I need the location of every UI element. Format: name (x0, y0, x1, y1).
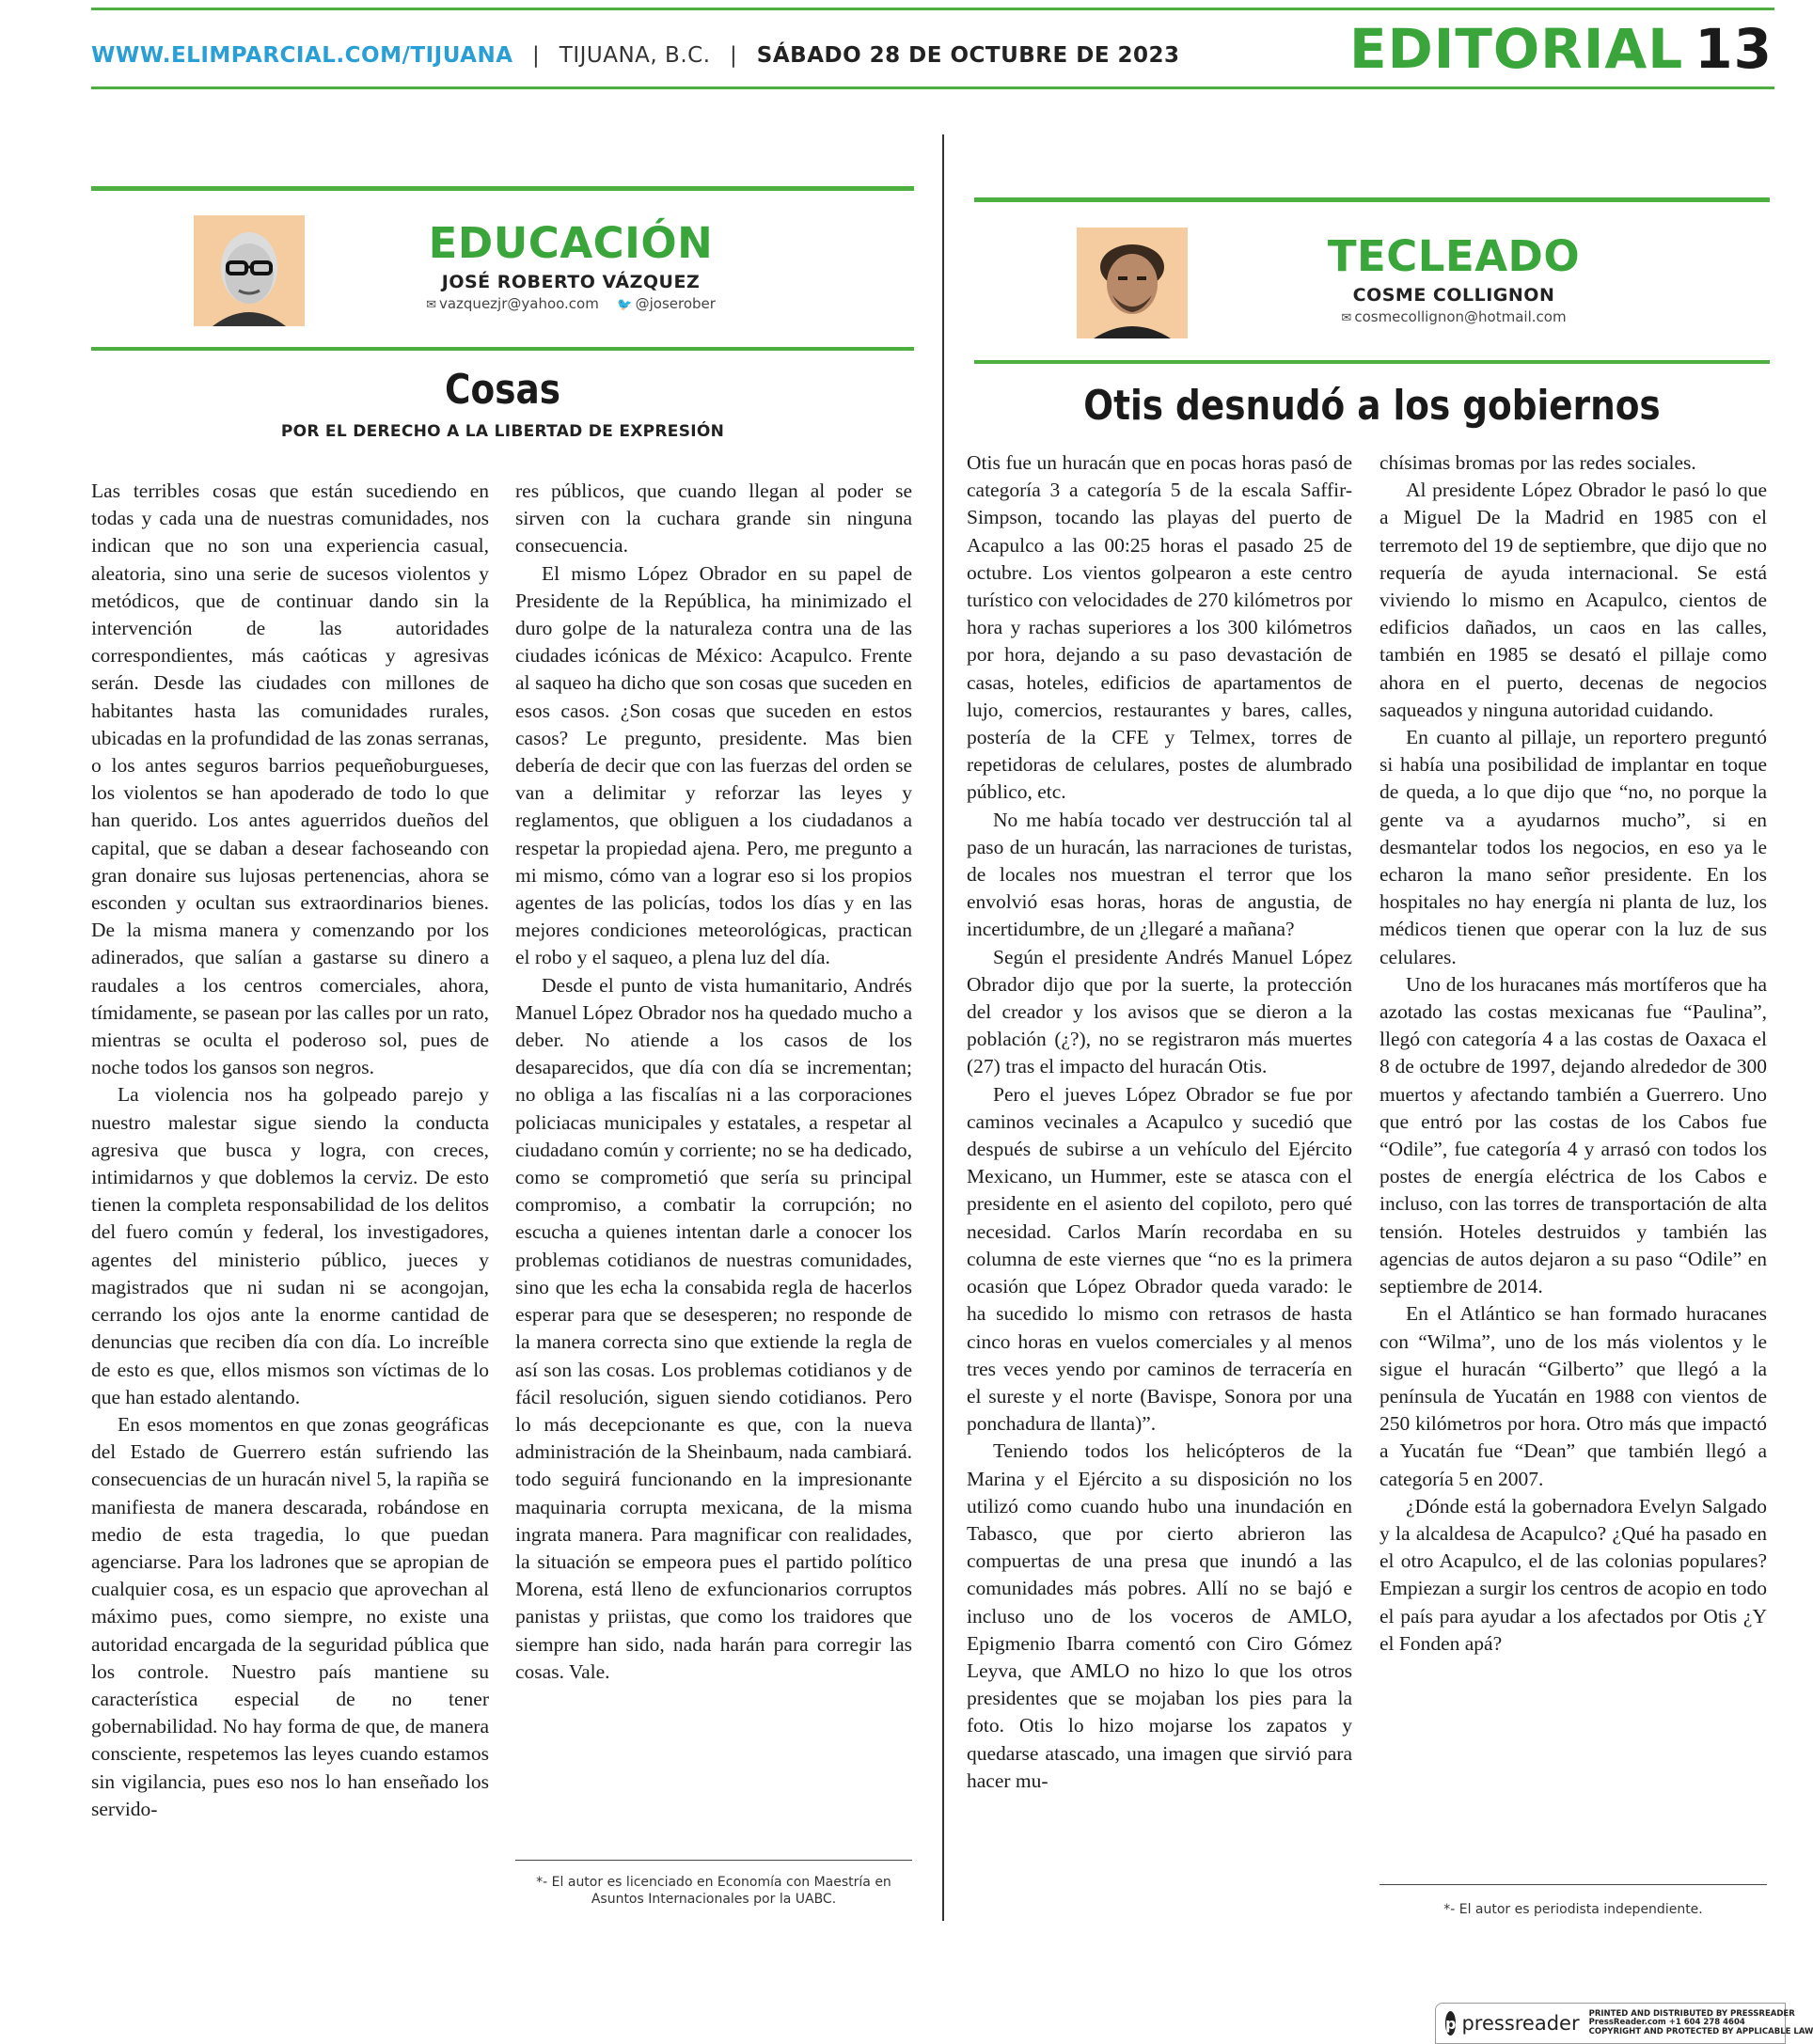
right-body-col-1 (967, 449, 1352, 1795)
paragraph: No me había tocado ver destrucción tal al paso de un huracán, las narraciones de turistas, de locales nos muestran el terror que los envolvió esas horas, horas de angustia, de incertidumbre, de un ¿llegaré a mañana? (967, 808, 1352, 941)
paragraph: chísimas bromas por las redes sociales. (1379, 451, 1696, 474)
paragraph: Uno de los huracanes más mortíferos que ha azotado las costas mexicanas fue “Paulina”, llegó con categoría 4 a las costas de Oaxaca el 8 de octubre de 1997, dejando alrededor de 300 muertos y afectando también a Guerrero. Uno que entró por las costas de los Cabos fue “Odile”, fue categoría 4 y arrasó con todos los postes de energía eléctrica de los Cabos e incluso, con las torres de transportación de alta tensión. Hoteles destruidos y también las agencias de autos dejaron a su paso “Odile” en septiembre de 2014. (1379, 972, 1767, 1298)
author-email[interactable]: vazquezjr@yahoo.com (438, 295, 599, 312)
author-email[interactable]: cosmecollignon@hotmail.com (1354, 308, 1567, 325)
section-name: EDITORIAL (1348, 17, 1684, 81)
right-footnote-rule (1379, 1884, 1767, 1885)
right-column-header (974, 197, 1770, 432)
section-title (1349, 17, 1773, 81)
twitter-bird-icon: 🐦 (617, 298, 633, 312)
pressreader-logo-icon: p (1445, 2011, 1456, 2036)
article-kicker: POR EL DERECHO A LA LIBERTAD DE EXPRESIÓN (280, 422, 725, 441)
envelope-icon: ✉ (1341, 311, 1352, 325)
left-body-col-1 (91, 478, 489, 1823)
paragraph: res públicos, que cuando llegan al poder se sirven con la cuchara grande sin ninguna consecuencia. (515, 480, 912, 558)
paragraph: En esos momentos en que zonas geográficas del Estado de Guerrero están sufriendo las consecuencias de un huracán nivel 5, la rapiña se manifiesta de manera descarada, robándose en medio de esta tragedia, lo que puedan agenciarse. Para los ladrones que se apropian de cualquier cosa, es un espacio que aprovechan al máximo pues, como siempre, no existe una autoridad encargada de la seguridad pública que los controle. Nuestro país mantiene su característica especial de no tener gobernabilidad. No hay forma de que, de manera consciente, respetemos las leyes cuando estamos sin vigilancia, pues eso nos lo han enseñado los servido- (91, 1412, 489, 1820)
header-city: TIJUANA, B.C. (559, 43, 711, 68)
paragraph: Pero el jueves López Obrador se fue por caminos vecinales a Acapulco y sucedió que después de subirse a un vehículo del Ejército Mexicano, un Hummer, este se atasca con el presidente en el asiento del copiloto, pero qué necesidad. Carlos Marín recordaba en su columna de este viernes que “no es la primera ocasión que López Obrador queda varado: le ha sucedido lo mismo con retrasos de hasta cinco horas en vuelos comerciales y al menos tres veces yendo por caminos de terracería en el sureste y el norte (Bavispe, Sonora por una ponchadura de llanta)”. (967, 1082, 1352, 1436)
header-meta (91, 43, 1180, 68)
author-portrait-icon (194, 215, 305, 326)
author-name: JOSÉ ROBERTO VÁZQUEZ (441, 272, 701, 292)
left-byline (91, 191, 914, 349)
paragraph: Otis fue un huracán que en pocas horas pasó de categoría 3 a categoría 5 de la escala Saffir-Simpson, tocando las playas del puerto de Acapulco a las 00:25 horas el pasado 25 de octubre. Los vientos golpearon a este centro turístico con velocidades de 270 kilómetros por hora y rachas superiores a los 300 kilómetros por hora, dejando a su paso devastación de casas, hoteles, edificios de apartamentos de lujo, comercios, restaurantes y bares, calles, postería de la CFE y Telmex, torres de repetidoras de celulares, postes de alumbrado público, etc. (967, 451, 1352, 804)
paragraph: ¿Dónde está la gobernadora Evelyn Salgado y la alcaldesa de Acapulco? ¿Qué ha pasado en el otro Acapulco, el de las colonias populares? Empiezan a surgir los centros de acopio en todo el país para ayudar a los afectados por Otis ¿Y el Fonden apá? (1379, 1494, 1767, 1655)
right-body-col-2 (1379, 449, 1767, 1658)
paragraph: El mismo López Obrador en su papel de Presidente de la República, ha minimizado el duro golpe de la naturaleza contra una de las ciudades icónicas de México: Acapulco. Frente al saqueo ha dicho que son cosas que suceden en esos casos. ¿Son cosas que suceden en estos casos? Le pregunto, presidente. Mas bien debería de decir que con las fuerzas del orden se van a delimitar y reforzar las leyes y reglamentos, que obliguen a los ciudadanos a respetar la propiedad ajena. Pero, me pregunto a mi mismo, cómo van a lograr eso si los propios agentes de las policías, todos los días y en las mejores condiciones meteorológicas, practican el robo y el saqueo, a plena luz del día. (515, 561, 912, 969)
paragraph: La violencia nos ha golpeado parejo y nuestro malestar sigue siendo la conducta agresiva que busca y logra, con creces, intimidarnos y que doblemos la cerviz. De esto tienen la completa responsabilidad de los delitos del fuero común y federal, los investigadores, agentes del ministerio público, jueces y magistrados que ni sudan ni se acongojan, cerrando los ojos ante la enorme cantidad de denuncias que reciben día con día. Lo increíble de esto es que, ellos mismos son víctimas de lo que han estado alentando. (91, 1083, 489, 1408)
pressreader-line-2: PressReader.com +1 604 278 4604 (1588, 2018, 1745, 2028)
article-headline: Cosas (445, 366, 560, 414)
paragraph: Teniendo todos los helicópteros de la Marina y el Ejército a su disposición no los utilizó como cuando hubo una inundación en Tabasco, que por cierto abrieron las compuertas de una presa que inundó a las comunidades más pobres. Allí no se bajó e incluso uno de los voceros de AMLO, Epigmenio Ibarra comentó con Ciro Gómez Leyva, que AMLO no hizo lo que los otros presidentes que se mojaban los pies para la foto. Otis lo hizo mojarse los zapatos y quedarse atascado, una imagen que sirvió para hacer mu- (967, 1439, 1352, 1792)
page-number: 13 (1695, 17, 1773, 81)
header-bottom-rule (91, 86, 1774, 89)
paragraph: Al presidente López Obrador le pasó lo que a Miguel De la Madrid en 1985 con el terremoto del 19 de septiembre, que dijo que no requería de ayuda internacional. Se está viviendo lo mismo en Acapulco, cientos de edificios dañados, un caos en las calles, también en 1985 se desató el pillaje como ahora en el puerto, decenas de negocios saqueados y ninguna autoridad cuidando. (1379, 479, 1767, 721)
pressreader-logo-text: pressreader (1461, 2012, 1580, 2035)
paragraph: Según el presidente Andrés Manuel López Obrador dijo que por la suerte, la protección del creador y los avisos que se dieron a la población (¿?), no se registraron más muertes (27) tras el impacto del huracán Otis. (967, 945, 1352, 1078)
header-top-rule (91, 8, 1774, 10)
paragraph: En el Atlántico se han formado huracanes con “Wilma”, uno de los más violentos y le sigue el huracán “Gilberto” que llegó a la península de Yucatán en 1988 con vientos de 250 kilómetros por hora. Otro más que impactó a Yucatán fue “Dean” que también llegó a categoría 5 en 2007. (1379, 1302, 1767, 1490)
pressreader-badge[interactable] (1435, 2003, 1813, 2044)
header-separator: | (532, 43, 541, 68)
author-contacts (1209, 307, 1698, 328)
right-footnote: *- El autor es periodista independiente. (1443, 1902, 1703, 1917)
column-name: EDUCACIÓN (428, 218, 714, 268)
column-name: TECLEADO (1327, 231, 1581, 281)
left-body-col-2 (515, 478, 912, 1686)
pressreader-info (1589, 2010, 1813, 2037)
pressreader-line-3: COPYRIGHT AND PROTECTED BY APPLICABLE LAW (1588, 2026, 1813, 2036)
author-portrait-icon (1077, 228, 1188, 338)
author-name: COSME COLLIGNON (1352, 285, 1555, 306)
column-divider (942, 134, 944, 1921)
right-byline-text (1209, 230, 1698, 328)
author-twitter[interactable]: @joserober (635, 295, 716, 312)
envelope-icon: ✉ (426, 298, 436, 312)
left-column-header (91, 186, 914, 441)
website-link[interactable]: WWW.ELIMPARCIAL.COM/TIJUANA (91, 43, 513, 68)
pressreader-line-1: PRINTED AND DISTRIBUTED BY PRESSREADER (1588, 2008, 1795, 2019)
author-photo (194, 215, 305, 326)
author-photo (1077, 228, 1188, 338)
left-footnote-rule (515, 1860, 912, 1861)
paragraph: Desde el punto de vista humanitario, Andrés Manuel López Obrador nos ha quedado mucho a deber. No atiende a los casos de los desaparecidos, que día con día se incrementan; no obliga a las fiscalías ni a las corporaciones policiacas municipales y estatales, a respetar al ciudadano común y corriente; no se ha dedicado, como se comprometió que sería su principal compromiso, a combatir la corrupción; no escucha a quienes intentan darle a conocer los problemas cotidianos de nuestras comunidades, sino que les echa la consabida regla de hacerlos esperar para que se desesperen; no responde de la manera correcta sino que extiende la regla de así son las cosas. Los problemas cotidianos y de fácil resolución, siguen siendo cotidianos. Pero lo más decepcionante es que, con la nueva administración de la Sheinbaum, nada cambiará. todo seguirá funcionando en la impresionante maquinaria corrupta mexicana, de la misma ingrata manera. Para magnificar con realidades, la situación se empeora pues el partido político Morena, está lleno de exfuncionarios corruptos panistas y priistas, que como los traidores que siempre han sido, nada harán para corregir las cosas. Vale. (515, 973, 912, 1683)
left-footnote: *- El autor es licenciado en Economía con Maestría en Asuntos Internacionales por la UABC. (536, 1875, 891, 1907)
author-contacts (326, 294, 815, 315)
left-byline-text (326, 217, 815, 315)
article-headline: Otis desnudó a los gobiernos (1083, 382, 1661, 430)
header-date: SÁBADO 28 DE OCTUBRE DE 2023 (756, 43, 1180, 68)
header-separator: | (730, 43, 738, 68)
paragraph: En cuanto al pillaje, un reportero preguntó si había una posibilidad de implantar en toque de queda, a lo que dijo que “no, no porque la gente va a ayudarnos mucho”, si en desmantelar todos los negocios, en eso ya le echaron la mano señor presidente. En los hospitales no hay energía ni planta de luz, los médicos tienen que operar con la luz de sus celulares. (1379, 726, 1767, 968)
right-byline (974, 202, 1770, 362)
paragraph: Las terribles cosas que están sucediendo en todas y cada una de nuestras comunidades, nos indican que no son una experiencia casual, aleatoria, sino una serie de sucesos violentos y metódicos, que de continuar dando sin la intervención de las autoridades correspondientes, más caóticas y agresivas serán. Desde las ciudades con millones de habitantes hasta las comunidades rurales, ubicadas en la profundidad de las zonas serranas, o los antes seguros barrios pequeñoburgueses, los violentos se han apoderado de todo lo que han querido. Los antes aguerridos dueños del capital, que se daban a desear fachoseando con gran donaire sus lujosas pertenencias, ahora se esconden y ocultan sus extraordinarios bienes. De la misma manera y comenzando por los adinerados, que salían a gastarse su dinero a raudales a los centros comerciales, ahora, tímidamente, se pasean por las calles por un rato, mientras se oculta el poderoso sol, pues de noche todos los gansos son negros. (91, 480, 489, 1079)
